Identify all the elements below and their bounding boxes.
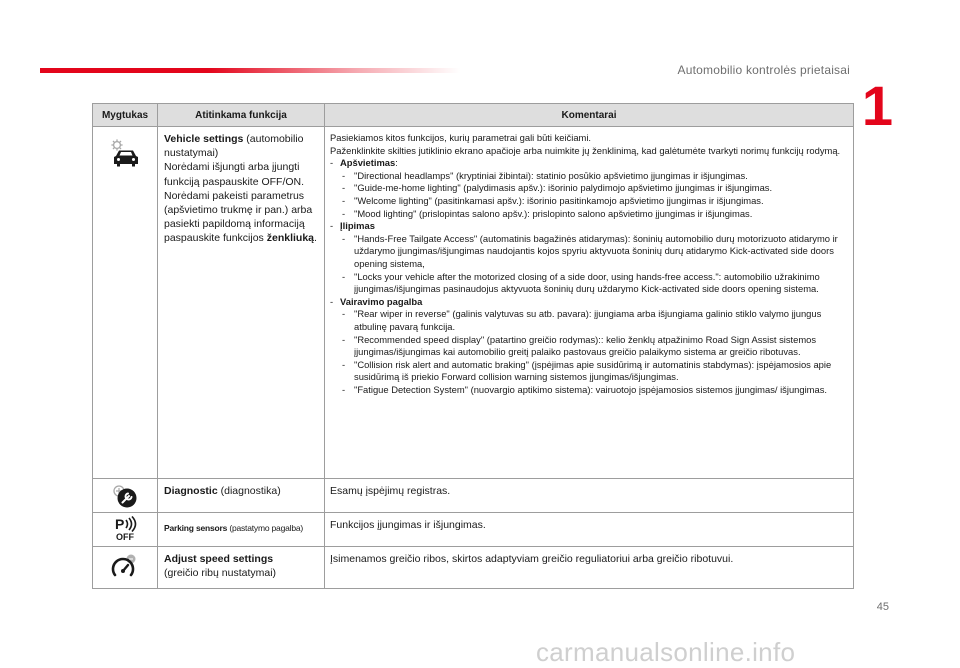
icon-cell bbox=[93, 127, 158, 479]
list-item: - "Recommended speed display" (patartino greičio rodymas):: kelio ženklų atpažinimo Road Sign Assist sistemos įjungimas/išjungimas kai automobilio greitį palaiko pastovaus greičio palaikymo sistema ar greičio ribotuvas. bbox=[342, 333, 817, 358]
function-instructions: Norėdami išjungti arba įjungti funkciją paspauskite OFF/ON. Norėdami pakeisti parametrus (apšvietimo trukmę ir pan.) arba pasiekti papildomą informaciją paspauskite funkcijos bbox=[164, 161, 313, 245]
icon-cell bbox=[93, 513, 158, 547]
section-lighting: - Apšvietimas: - "Directional headlamps" (kryptiniai žibintai): statinio posūkio apšvietimo įjungimas ir išjungimas. - "Guide-me-home lighting" (palydimasis apšv.): išorinio palydimojo apšvietimo įjungimas ir išjungimas. - "Welcome lighting" (pasitinkamasi apšv.): išorinio pasitinkamojo apšvietimo įjungimas ir išjungimas. - "Mood lighting" (prislopintas salono apšv.): prislopinto salono apšvietimo įjungimas ir išjungimas. bbox=[330, 157, 847, 220]
section-access: - Įlipimas - "Hands-Free Tailgate Access" (automatinis bagažinės atidarymas): šoninių automobilio durų motorizuoto atidarymo ir uždarymo įjungimas/išjungimas naudojantis kojos spyriu aktyvuota šoninių durų atidarymo Kick-activated side doors opening sistema, - "Locks your vehicle after the motorized closing of a side door, using hands-free access.": automobilio užrakinimo įjungimas/išjungimas pasinaudojus aktyvuota šoninių durų uždarymo Kick-activated side doors opening sistema. bbox=[330, 220, 847, 296]
list-item: - "Hands-Free Tailgate Access" (automatinis bagažinės atidarymas): šoninių automobilio durų motorizuoto atidarymo ir uždarymo įjungimas/išjungimas naudojantis kojos spyriu aktyvuota šoninių durų atidarymo Kick-activated side doors opening sistema, bbox=[342, 232, 838, 269]
column-header-comments: Komentarai bbox=[325, 104, 854, 127]
table-row bbox=[93, 479, 854, 513]
function-name: Vehicle settings bbox=[164, 133, 244, 145]
speed-limit-gauge-icon[interactable] bbox=[93, 547, 157, 582]
function-cell bbox=[158, 479, 325, 513]
function-cell bbox=[158, 547, 325, 589]
car-gear-icon[interactable] bbox=[93, 127, 157, 171]
column-header-function: Atitinkama funkcija bbox=[158, 104, 325, 127]
function-cell bbox=[158, 513, 325, 547]
list-item: - "Rear wiper in reverse" (galinis valytuvas su atb. pavara): įjungiama arba išjungiama galinio stiklo valymo įjungus atbulinę pavarą funkcija. bbox=[342, 308, 822, 332]
function-name: Diagnostic bbox=[164, 485, 218, 497]
comment-cell: Įsimenamos greičio ribos, skirtos adaptyviam greičio reguliatoriui arba greičio ribotuvui. bbox=[325, 547, 854, 589]
list-item: - "Mood lighting" (prislopintas salono apšv.): prislopinto salono apšvietimo įjungimas ir išjungimas. bbox=[342, 207, 753, 219]
comment-cell bbox=[325, 127, 854, 479]
table-row bbox=[93, 513, 854, 547]
watermark: carmanualsonline.info bbox=[536, 637, 796, 667]
section-title: Vairavimo pagalba bbox=[340, 295, 423, 307]
function-translation: (pastatymo pagalba) bbox=[227, 523, 304, 533]
icon-cell bbox=[93, 547, 158, 589]
section-title: Įlipimas bbox=[340, 220, 375, 232]
page-number: 45 bbox=[876, 601, 889, 613]
table-header-row bbox=[93, 104, 854, 127]
list-item: - "Collision risk alert and automatic braking" (įspėjimas apie susidūrimą ir automatinis stabdymas): įspėjamosios apie susidūrimą iš priekio Forward collision warning sistemos įjungimas/išjungimas. bbox=[342, 358, 832, 383]
section-title: Apšvietimas bbox=[340, 157, 396, 169]
function-translation: (diagnostika) bbox=[217, 485, 281, 497]
functions-table bbox=[92, 103, 854, 589]
column-header-button: Mygtukas bbox=[93, 104, 158, 127]
parking-sensors-off-icon[interactable] bbox=[93, 513, 157, 542]
function-instructions-end: . bbox=[314, 232, 317, 245]
comment-intro-2: Paženklinkite skilties jutiklinio ekrano apačioje arba nuimkite jų ženklinimą, kad galėtumėte tvarkyti norimų funkcijų rodymą. bbox=[330, 144, 841, 156]
function-translation: (greičio ribų nustatymai) bbox=[164, 567, 277, 580]
chapter-number: 1 bbox=[861, 74, 893, 137]
icon-cell bbox=[93, 479, 158, 513]
diagnostic-wrench-icon[interactable] bbox=[93, 479, 157, 509]
list-item: - "Locks your vehicle after the motorized closing of a side door, using hands-free access.": automobilio užrakinimo įjungimas/išjungimas pasinaudojus aktyvuota šoninių durų uždarymo Kick-activated side doors opening sistema. bbox=[342, 270, 820, 295]
list-item: - "Welcome lighting" (pasitinkamasi apšv.): išorinio pasitinkamojo apšvietimo įjungimas ir išjungimas. bbox=[342, 194, 764, 206]
section-driving-assistance: - Vairavimo pagalba - "Rear wiper in reverse" (galinis valytuvas su atb. pavara): įjungiama arba išjungiama galinio stiklo valymo įjungus atbulinę pavarą funkcija. - "Recommended speed display" (patartino greičio rodymas):: kelio ženklų atpažinimo Road Sign Assist sistemos įjungimas/išjungimas kai automobilio greitį palaiko pastovaus greičio palaikymo sistema ar greičio ribotuvas. - "Collision risk alert and automatic braking" (įspėjimas apie susidūrimą ir automatinis stabdymas): įspėjamosios apie susidūrimą iš priekio Forward collision warning sistemos įjungimas/išjungimas. - "Fatigue Detection System" (nuovargio aptikimo sistema): vairuotojo įspėjamosios sistemos įjungimas/ išjungimas. bbox=[330, 296, 847, 397]
list-item: - "Directional headlamps" (kryptiniai žibintai): statinio posūkio apšvietimo įjungimas ir išjungimas. bbox=[342, 169, 748, 181]
function-name: Adjust speed settings bbox=[164, 553, 274, 565]
table-row bbox=[93, 547, 854, 589]
table-row bbox=[93, 127, 854, 479]
function-translation: (automobilio nustatymai) bbox=[164, 133, 304, 160]
function-cell bbox=[158, 127, 325, 479]
page-header-title: Automobilio kontrolės prietaisai bbox=[677, 63, 850, 77]
comment-intro: Pasiekiamos kitos funkcijos, kurių parametrai gali būti keičiami. bbox=[330, 132, 592, 143]
header-accent-bar bbox=[40, 68, 460, 73]
list-item: - "Fatigue Detection System" (nuovargio aptikimo sistema): vairuotojo įspėjamosios sistemos įjungimas/ išjungimas. bbox=[342, 383, 827, 395]
comment-cell: Esamų įspėjimų registras. bbox=[325, 479, 854, 513]
function-instructions-bold: ženkliuką bbox=[266, 232, 315, 245]
list-item: - "Guide-me-home lighting" (palydimasis apšv.): išorinio palydimojo apšvietimo įjungimas ir išjungimas. bbox=[342, 182, 773, 194]
svg-text:P: P bbox=[115, 516, 125, 532]
function-name: Parking sensors bbox=[164, 523, 228, 533]
comment-cell: Funkcijos įjungimas ir išjungimas. bbox=[325, 513, 854, 547]
off-label: OFF bbox=[116, 532, 134, 542]
